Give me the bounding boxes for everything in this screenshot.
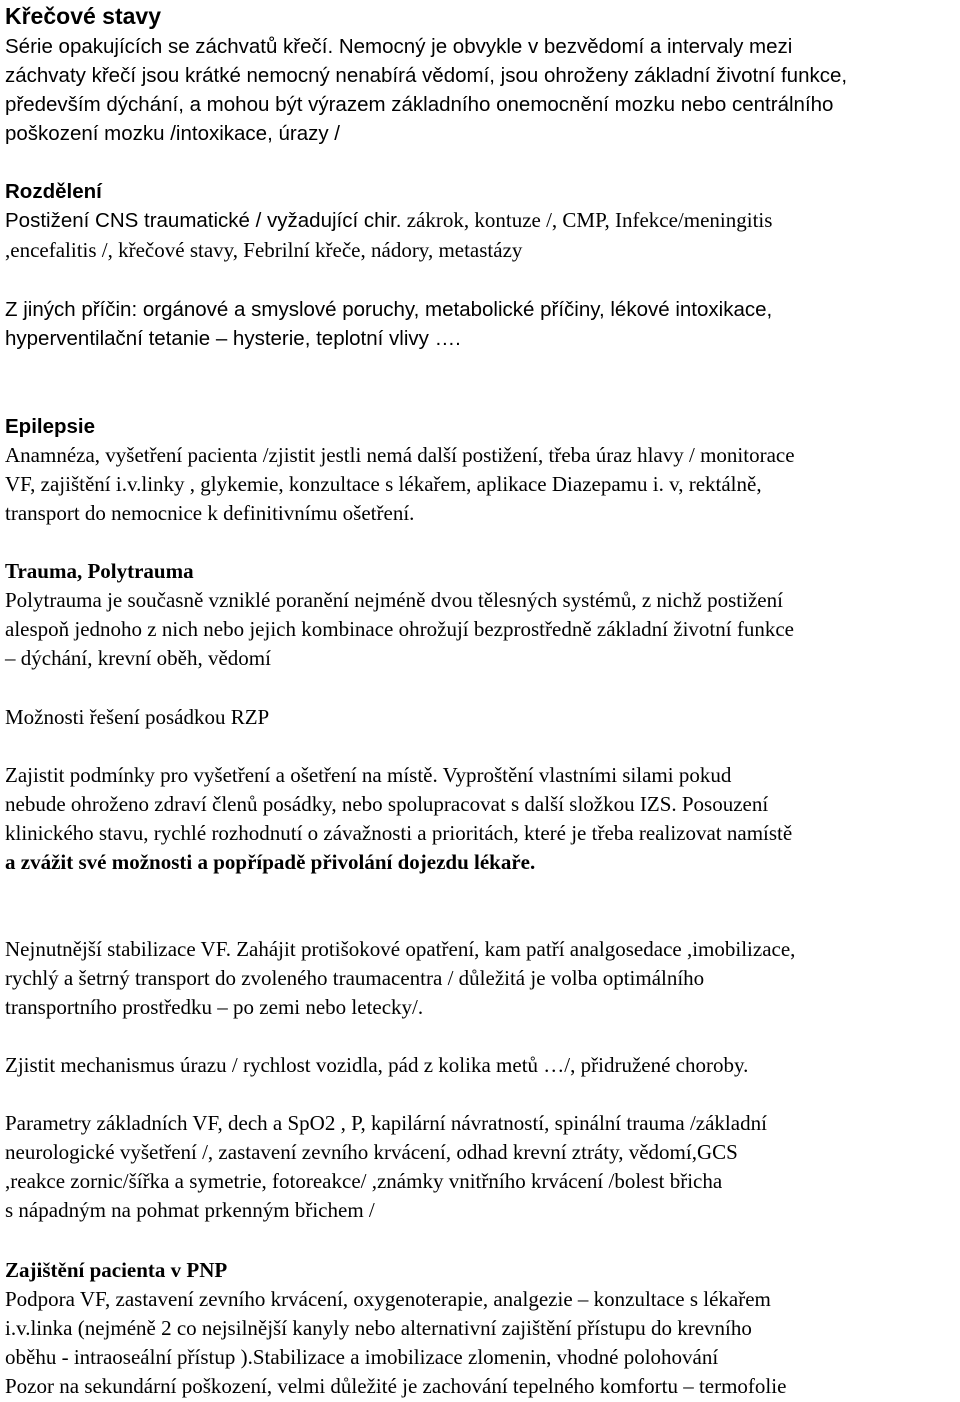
paragraph-line: poškození mozku /intoxikace, úrazy / bbox=[5, 122, 340, 145]
paragraph-line: Série opakujících se záchvatů křečí. Nemocný je obvykle v bezvědomí a intervaly mezi bbox=[5, 35, 793, 58]
paragraph-line: především dýchání, a mohou být výrazem základního onemocnění mozku nebo centrálního bbox=[5, 93, 834, 116]
paragraph-line: nebude ohroženo zdraví členů posádky, nebo spolupracovat s další složkou IZS. Posouzení bbox=[5, 792, 769, 816]
paragraph-line: Podpora VF, zastavení zevního krvácení, oxygenoterapie, analgezie – konzultace s lékařem bbox=[5, 1287, 771, 1311]
paragraph-line: – dýchání, krevní oběh, vědomí bbox=[5, 646, 271, 670]
paragraph-line: oběhu - intraoseální přístup ).Stabilizace a imobilizace zlomenin, vhodné polohování bbox=[5, 1345, 719, 1369]
rozdeleni-text-b: zákrok, kontuze /, CMP, Infekce/meningitis bbox=[401, 208, 773, 232]
paragraph-line: Anamnéza, vyšetření pacienta /zjistit jestli nemá další postižení, třeba úraz hlavy / monitorace bbox=[5, 443, 795, 467]
paragraph-line bbox=[5, 206, 772, 235]
paragraph-line: i.v.linka (nejméně 2 co nejsilnější kanyly nebo alternativní zajištění přístupu do krevního bbox=[5, 1316, 752, 1340]
paragraph-line: ,reakce zornic/šířka a symetrie, fotoreakce/ ,známky vnitřního krvácení /bolest břicha bbox=[5, 1169, 723, 1193]
paragraph-line: transport do nemocnice k definitivnímu ošetření. bbox=[5, 501, 415, 525]
paragraph-line: rychlý a šetrný transport do zvoleného traumacentra / důležitá je volba optimálního bbox=[5, 966, 705, 990]
paragraph-line: Nejnutnější stabilizace VF. Zahájit protišokové opatření, kam patří analgosedace ,imobilizace, bbox=[5, 937, 796, 961]
paragraph-line: alespoň jednoho z nich nebo jejich kombinace ohrožují bezprostředně základní životní funkce bbox=[5, 617, 794, 641]
paragraph-line: Pozor na sekundární poškození, velmi důležité je zachování tepelného komfortu – termofolie bbox=[5, 1374, 787, 1398]
document-title: Křečové stavy bbox=[5, 3, 161, 29]
paragraph-line: neurologické vyšetření /, zastavení zevního krvácení, odhad krevní ztráty, vědomí,GCS bbox=[5, 1140, 738, 1164]
paragraph-line: Z jiných příčin: orgánové a smyslové poruchy, metabolické příčiny, lékové intoxikace, bbox=[5, 298, 773, 321]
paragraph-line: s nápadným na pohmat prkenným břichem / bbox=[5, 1198, 375, 1222]
rozdeleni-text-a: Postižení CNS traumatické / vyžadující chir. bbox=[5, 209, 402, 232]
section-heading-trauma: Trauma, Polytrauma bbox=[5, 559, 194, 583]
paragraph-line: VF, zajištění i.v.linky , glykemie, konzultace s lékařem, aplikace Diazepamu i. v, rektálně, bbox=[5, 472, 762, 496]
section-heading-epilepsie: Epilepsie bbox=[5, 415, 96, 438]
paragraph-line: klinického stavu, rychlé rozhodnutí o závažnosti a prioritách, které je třeba realizovat namístě bbox=[5, 821, 793, 845]
paragraph-line: Parametry základních VF, dech a SpO2 , P, kapilární návratností, spinální trauma /základní bbox=[5, 1111, 767, 1135]
paragraph-line: záchvaty křečí jsou krátké nemocný nenabírá vědomí, jsou ohroženy základní životní funkce, bbox=[5, 64, 848, 87]
paragraph-line: ,encefalitis /, křečové stavy, Febrilní křeče, nádory, metastázy bbox=[5, 238, 523, 262]
paragraph-line: Zajistit podmínky pro vyšetření a ošetření na místě. Vyproštění vlastními silami pokud bbox=[5, 763, 732, 787]
paragraph-line-mechanismus: Zjistit mechanismus úrazu / rychlost vozidla, pád z kolika metů …/, přidružené choroby. bbox=[5, 1053, 749, 1077]
paragraph-line-moznosti: Možnosti řešení posádkou RZP bbox=[5, 705, 270, 729]
paragraph-line: Polytrauma je současně vzniklé poranění nejméně dvou tělesných systémů, z nichž postižení bbox=[5, 588, 783, 612]
section-heading-pnp: Zajištění pacienta v PNP bbox=[5, 1258, 228, 1282]
paragraph-line-bold: a zvážit své možnosti a popřípadě přivolání dojezdu lékaře. bbox=[5, 850, 536, 874]
paragraph-line: hyperventilační tetanie – hysterie, teplotní vlivy …. bbox=[5, 327, 461, 350]
section-heading-rozdeleni: Rozdělení bbox=[5, 180, 102, 203]
paragraph-line: transportního prostředku – po zemi nebo letecky/. bbox=[5, 995, 424, 1019]
